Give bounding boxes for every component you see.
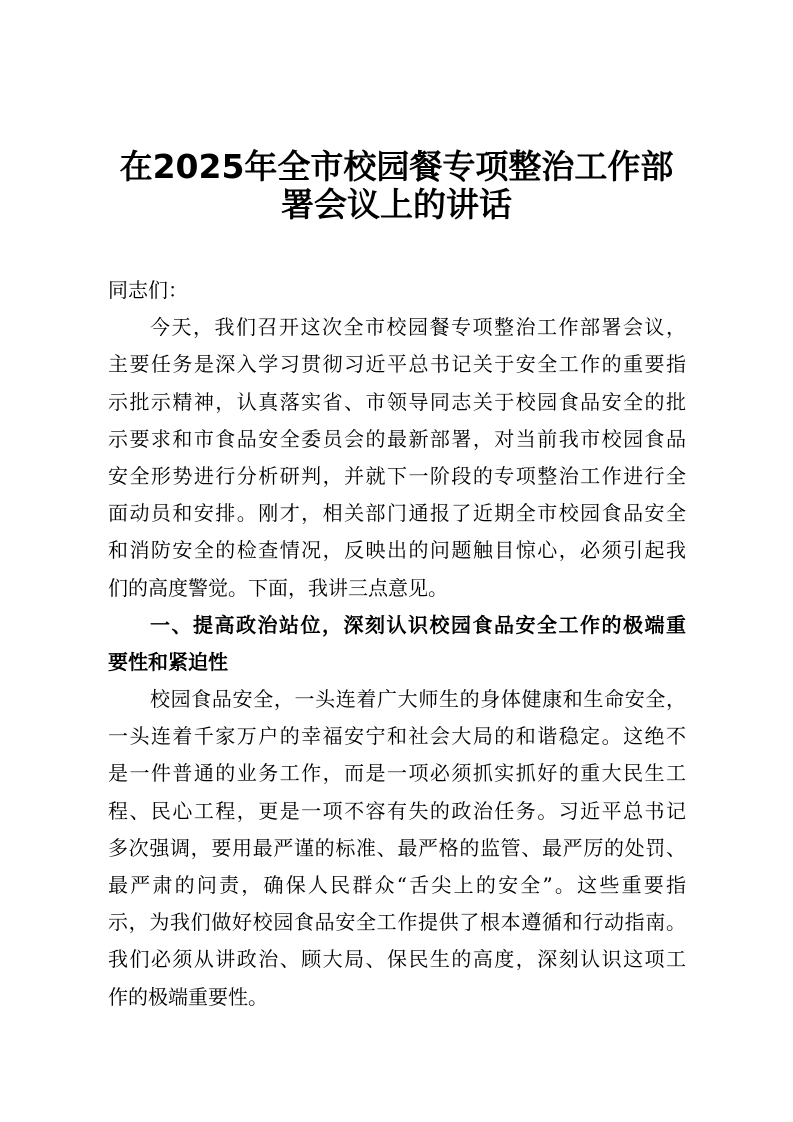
text-line: 校园食品安全，一头连着广大师生的身体健康和生命安全， bbox=[150, 687, 686, 712]
text-line: 是一件普通的业务工作，而是一项必须抓实抓好的重大民生工 bbox=[108, 761, 686, 786]
text-line: 程、民心工程，更是一项不容有失的政治任务。习近平总书记 bbox=[108, 798, 686, 823]
section-heading bbox=[108, 607, 686, 681]
salutation: 同志们： bbox=[108, 278, 188, 302]
text-line: 多次强调，要用最严谨的标准、最严格的监管、最严厉的处罚、 bbox=[108, 835, 686, 860]
paragraph bbox=[108, 681, 686, 1016]
text-line: 主要任务是深入学习贯彻习近平总书记关于安全工作的重要指 bbox=[108, 352, 686, 377]
title-line: 署会议上的讲话 bbox=[281, 185, 512, 224]
text-line: 安全形势进行分析研判，并就下一阶段的专项整治工作进行全 bbox=[108, 463, 686, 488]
title-line: 在2025年全市校园餐专项整治工作部 bbox=[119, 147, 674, 186]
text-line: 今天，我们召开这次全市校园餐专项整治工作部署会议， bbox=[150, 315, 686, 340]
text-line: 示批示精神，认真落实省、市领导同志关于校园食品安全的批 bbox=[108, 389, 686, 414]
document-title bbox=[100, 148, 693, 224]
text-line: 最严肃的问责，确保人民群众“舌尖上的安全”。这些重要指 bbox=[108, 873, 686, 897]
document-body bbox=[108, 272, 686, 1016]
text-line: 示要求和市食品安全委员会的最新部署，对当前我市校园食品 bbox=[108, 426, 686, 451]
text-line: 一、提高政治站位，深刻认识校园食品安全工作的极端重 bbox=[150, 612, 686, 637]
text-line: 一头连着千家万户的幸福安宁和社会大局的和谐稳定。这绝不 bbox=[108, 724, 686, 749]
text-line: 我们必须从讲政治、顾大局、保民生的高度，深刻认识这项工 bbox=[108, 947, 686, 972]
text-line: 和消防安全的检查情况，反映出的问题触目惊心，必须引起我 bbox=[108, 538, 686, 563]
paragraph bbox=[108, 309, 686, 607]
text-line: 们的高度警觉。下面，我讲三点意见。 bbox=[108, 575, 448, 600]
text-line: 面动员和安排。刚才，相关部门通报了近期全市校园食品安全 bbox=[108, 501, 686, 526]
text-line: 示，为我们做好校园食品安全工作提供了根本遵循和行动指南。 bbox=[108, 910, 686, 935]
text-line: 作的极端重要性。 bbox=[108, 984, 268, 1009]
text-line: 要性和紧迫性 bbox=[108, 649, 228, 674]
